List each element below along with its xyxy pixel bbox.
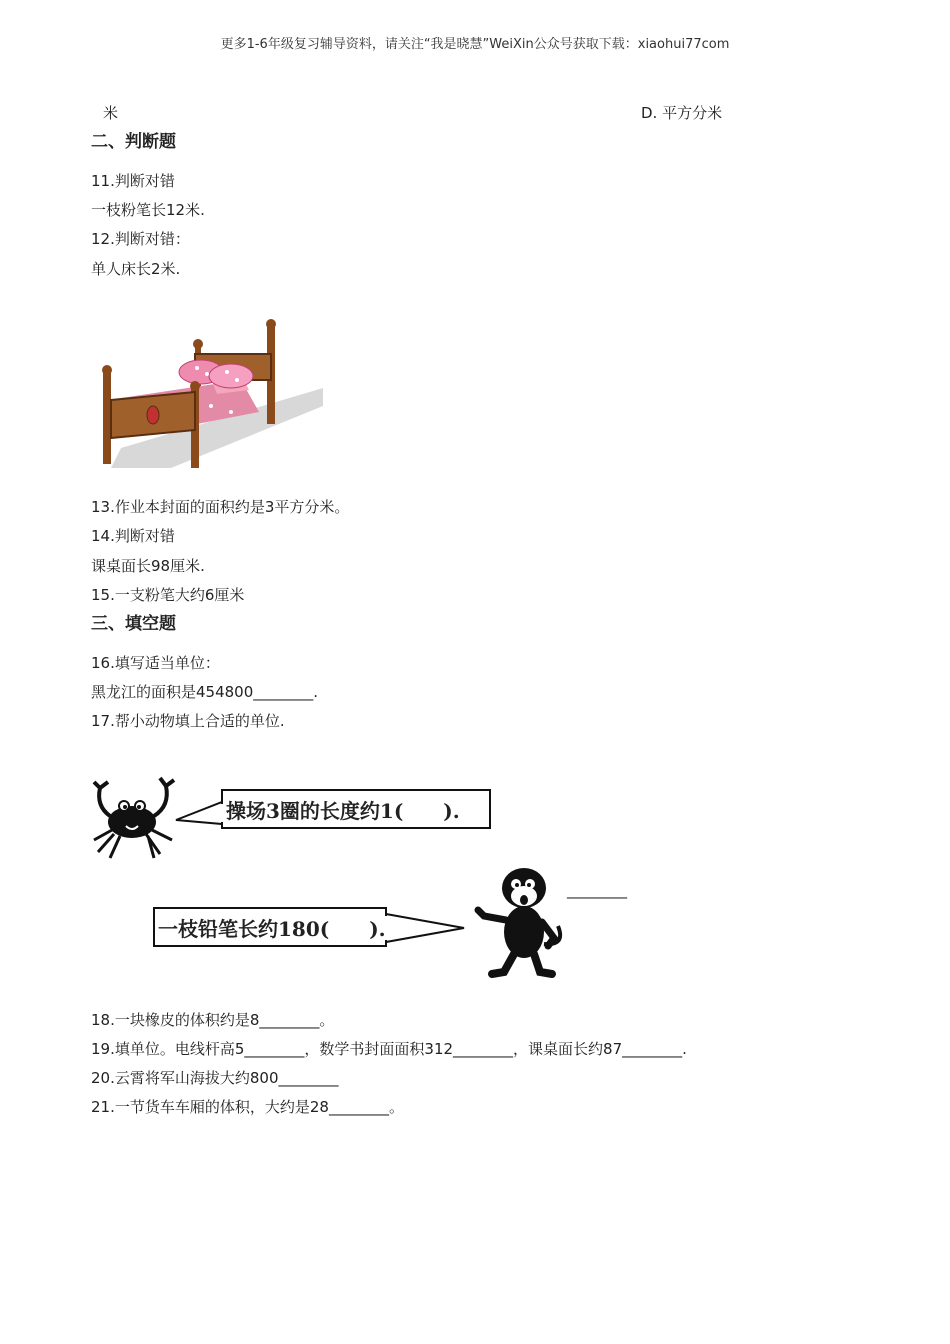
q14-title: 14.判断对错 (91, 527, 175, 545)
monkey-bubble-text: 一枝铅笔长约180( ). (158, 917, 386, 941)
section-fill-blank-title: 三、填空题 (91, 614, 176, 634)
q11-body: 一枝粉笔长12米. (91, 201, 205, 219)
option-fragment-left: 米 (103, 104, 119, 122)
page-header: 更多1-6年级复习辅导资料，请关注“我是晓慧”WeiXin公众号获取下载：xiaohui77com (220, 37, 730, 52)
q12-title: 12.判断对错： (91, 230, 190, 248)
q12-body: 单人床长2米. (91, 260, 181, 278)
crab-bubble-text: 操场3圈的长度约1( ). (226, 799, 460, 823)
q11-title: 11.判断对错 (91, 172, 175, 190)
monkey-icon (474, 866, 570, 982)
q19: 19.填单位。电线杆高5________，数学书封面面积312________，课桌面长约87________. (91, 1040, 687, 1058)
option-d: D. 平方分米 (641, 104, 723, 122)
q21: 21.一节货车车厢的体积，大约是28________。 (91, 1098, 404, 1116)
q17-answer-blank: ________ (567, 881, 627, 899)
section-true-false-title: 二、判断题 (91, 132, 176, 152)
q15: 15.一支粉笔大约6厘米 (91, 586, 245, 604)
q18: 18.一块橡皮的体积约是8________。 (91, 1011, 335, 1029)
q17: 17.帮小动物填上合适的单位. (91, 712, 285, 730)
crab-icon (90, 776, 180, 860)
q20: 20.云霄将军山海拔大约800________ (91, 1069, 339, 1087)
q13: 13.作业本封面的面积约是3平方分米。 (91, 498, 350, 516)
q16-body: 黑龙江的面积是454800________. (91, 683, 319, 701)
bed-illustration (91, 318, 323, 470)
q16-title: 16.填写适当单位： (91, 654, 220, 672)
q14-body: 课桌面长98厘米. (91, 557, 205, 575)
